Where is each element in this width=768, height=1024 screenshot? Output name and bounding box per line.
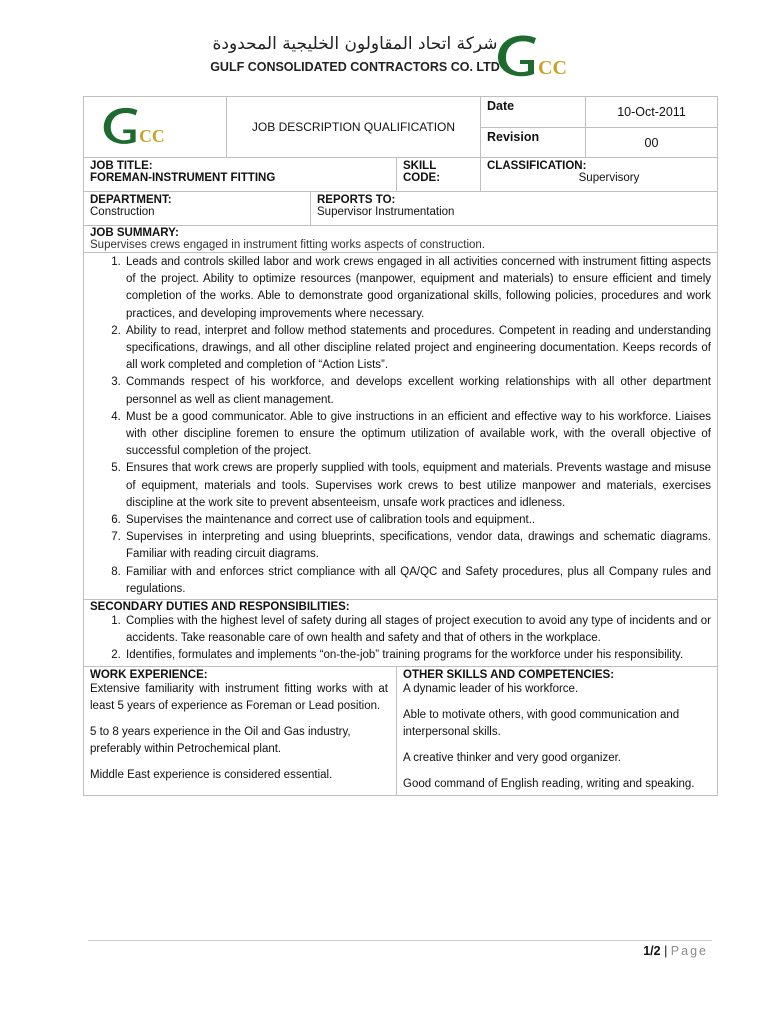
list-item: 6. Supervises the maintenance and correct use of calibration tools and equipment.. xyxy=(124,512,711,529)
department-cell xyxy=(84,192,311,226)
list-item: 8. Familiar with and enforces strict compliance with all QA/QC and Safety procedures, plus all Company rules and regulations. xyxy=(124,564,711,598)
secondary-duties-list xyxy=(90,613,711,665)
reports-to-cell xyxy=(311,192,718,226)
job-description-table xyxy=(83,96,718,796)
document-title: JOB DESCRIPTION QUALIFICATION xyxy=(227,97,481,158)
experience-item: 5 to 8 years experience in the Oil and Gas industry, preferably within Petrochemical plant. xyxy=(90,725,351,755)
job-title-label: JOB TITLE: xyxy=(90,160,153,172)
letterhead xyxy=(200,30,610,86)
svg-text:CC: CC xyxy=(538,57,567,79)
list-item: 2. Ability to read, interpret and follow method statements and procedures. Competent in reading and understanding specifications, drawings, and all other discipline related project and engineering documentation. Keeps records of all work completed and completion of “Action Lists”. xyxy=(124,323,711,375)
date-label: Date xyxy=(481,97,586,128)
list-item: 7. Supervises in interpreting and using blueprints, specifications, vendor data, drawings and schematic diagrams. Familiar with reading circuit diagrams. xyxy=(124,529,711,563)
reports-to-label: REPORTS TO: xyxy=(317,194,396,206)
company-logo xyxy=(94,103,202,149)
skill-code-cell xyxy=(397,158,481,192)
table-logo-cell xyxy=(84,97,227,158)
department-label: DEPARTMENT: xyxy=(90,194,172,206)
classification-cell xyxy=(481,158,718,192)
secondary-duties-cell xyxy=(84,600,718,667)
revision-value: 00 xyxy=(586,128,718,158)
footer-separator: | xyxy=(664,944,668,958)
page-footer xyxy=(643,944,708,958)
list-item: 3. Commands respect of his workforce, and develops excellent working relationships with all other department personnel as well as client management. xyxy=(124,374,711,408)
job-title-cell xyxy=(84,158,397,192)
skill-item: Able to motivate others, with good communication and interpersonal skills. xyxy=(403,708,680,738)
job-summary-cell xyxy=(84,226,718,253)
other-skills-cell xyxy=(397,666,718,795)
company-name-arabic: شركة اتحاد المقاولون الخليجية المحدودة xyxy=(212,34,498,54)
list-item: 5. Ensures that work crews are properly supplied with tools, equipment and materials. Prevents wastage and misuse of equipment, materials and tools. Supervises work crews to best utilize manpower and materials, exercises discipline at the work site to prevent absenteeism, unsafe work practices and idleness. xyxy=(124,460,711,512)
classification-value: Supervisory xyxy=(578,172,640,184)
skill-item: A dynamic leader of his workforce. xyxy=(403,682,579,695)
work-experience-cell xyxy=(84,666,397,795)
page-number: 1/2 xyxy=(643,944,661,958)
reports-to-value: Supervisor Instrumentation xyxy=(317,206,455,218)
skill-item: A creative thinker and very good organizer. xyxy=(403,751,621,764)
list-item: 1. Leads and controls skilled labor and work crews engaged in all activities concerned with instrument fitting aspects of the project. Ability to optimize resources (manpower, equipment and materials) to ensure efficient and timely completion of the works. Able to demonstrate good organizational skills, following policies, procedures and work practices, and developing improvements where necessary. xyxy=(124,254,711,323)
job-title-value: FOREMAN-INSTRUMENT FITTING xyxy=(90,172,276,184)
list-item: 2. Identifies, formulates and implements “on-the-job” training programs for the workforce under his responsibility. xyxy=(124,647,711,664)
page-word: Page xyxy=(670,944,708,958)
company-name-english: GULF CONSOLIDATED CONTRACTORS CO. LTD xyxy=(210,60,500,74)
secondary-duties-label: SECONDARY DUTIES AND RESPONSIBILITIES: xyxy=(90,601,350,614)
classification-label: CLASSIFICATION: xyxy=(487,160,587,172)
skill-item: Good command of English reading, writing and speaking. xyxy=(403,777,695,790)
duties-cell xyxy=(84,253,718,600)
skill-code-label: SKILL CODE: xyxy=(403,160,441,184)
list-item: 1. Complies with the highest level of safety during all stages of project execution to avoid any type of incidents and or accidents. Take reasonable care of own health and safety and that of others in the workplace. xyxy=(124,613,711,647)
work-experience-label: WORK EXPERIENCE: xyxy=(90,668,208,681)
job-summary-text: Supervises crews engaged in instrument fitting works aspects of construction. xyxy=(90,239,486,251)
experience-item: Middle East experience is considered essential. xyxy=(90,768,333,781)
department-value: Construction xyxy=(90,206,155,218)
experience-item: Extensive familiarity with instrument fitting works with at least 5 years of experience as Foreman or Lead position. xyxy=(90,682,388,712)
footer-divider xyxy=(88,940,712,941)
revision-label: Revision xyxy=(481,128,586,158)
job-summary-label: JOB SUMMARY: xyxy=(90,227,179,239)
other-skills-label: OTHER SKILLS AND COMPETENCIES: xyxy=(403,668,615,681)
duties-list xyxy=(90,254,711,598)
company-logo xyxy=(492,30,604,82)
list-item: 4. Must be a good communicator. Able to give instructions in an efficient and effective way to his workforce. Liaises with other discipline foremen to ensure the optimum utilization of available work, with the overall objective of successful completion of the project. xyxy=(124,409,711,461)
svg-text:CC: CC xyxy=(139,125,165,146)
date-value: 10-Oct-2011 xyxy=(586,97,718,128)
